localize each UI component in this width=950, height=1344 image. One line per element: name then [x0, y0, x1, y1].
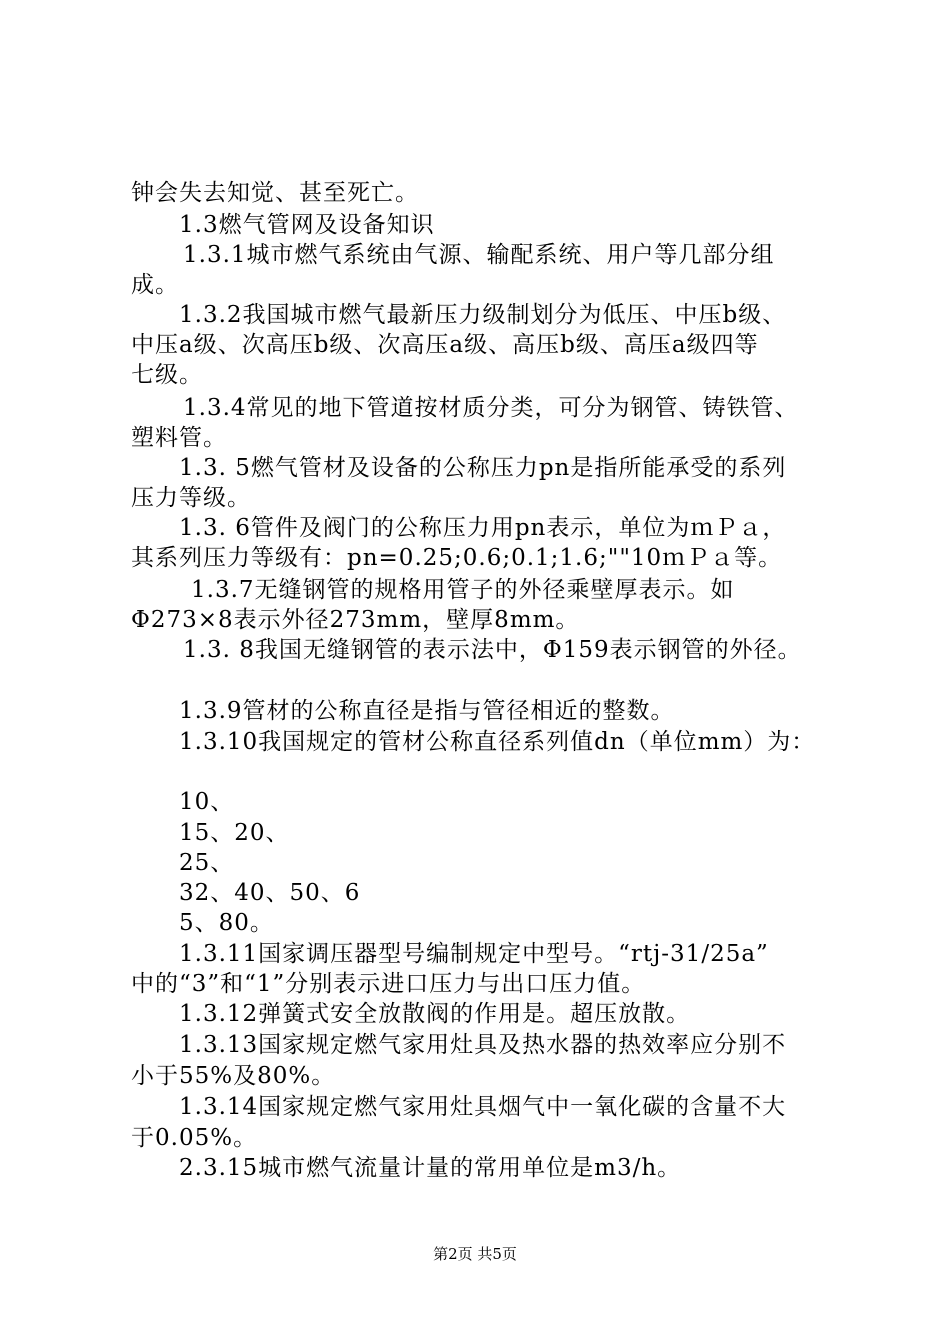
- text-line: 七级。: [131, 362, 203, 388]
- text-line: 于0.05%。: [131, 1125, 258, 1151]
- text-line: 1.3.11国家调压器型号编制规定中型号。“rtj-31/25a”: [179, 941, 769, 967]
- text-line: 1.3.13国家规定燃气家用灶具及热水器的热效率应分别不: [179, 1032, 787, 1058]
- text-line: 压力等级。: [131, 485, 251, 511]
- section-heading: 1.3燃气管网及设备知识: [179, 212, 435, 238]
- text-line: 1.3.14国家规定燃气家用灶具烟气中一氧化碳的含量不大: [179, 1094, 787, 1120]
- text-line: 1.3. 6管件及阀门的公称压力用pn表示，单位为ｍＰａ，: [179, 515, 787, 541]
- text-line: 1.3.2我国城市燃气最新压力级制划分为低压、中压b级、: [179, 302, 787, 328]
- text-line: 1.3.12弹簧式安全放散阀的作用是。超压放散。: [179, 1001, 691, 1027]
- text-line: 小于55%及80%。: [131, 1063, 336, 1089]
- text-line: 1.3. 8我国无缝钢管的表示法中，Φ159表示钢管的外径。: [183, 637, 802, 663]
- text-line: Φ273×8表示外径273mm，壁厚8mm。: [131, 607, 580, 633]
- text-line: 中压a级、次高压b级、次高压a级、高压b级、高压a级四等: [131, 332, 759, 358]
- page-number-footer: 第2页 共5页: [433, 1245, 517, 1263]
- list-item: 5、80。: [179, 910, 274, 936]
- text-line: 钟会失去知觉、甚至死亡。: [131, 180, 419, 206]
- list-item: 10、: [179, 789, 235, 815]
- text-line: 1.3.9管材的公称直径是指与管径相近的整数。: [179, 698, 675, 724]
- text-line: 塑料管。: [131, 425, 227, 451]
- list-item: 15、20、: [179, 820, 290, 846]
- text-line: 成。: [131, 272, 179, 298]
- text-line: 1.3.7无缝钢管的规格用管子的外径乘壁厚表示。如: [191, 577, 735, 603]
- text-line: 其系列压力等级有：pn=0.25;0.6;0.1;1.6;""10ｍＰａ等。: [131, 545, 783, 571]
- text-line: 2.3.15城市燃气流量计量的常用单位是m3/h。: [179, 1155, 682, 1181]
- text-line: 1.3. 5燃气管材及设备的公称压力pn是指所能承受的系列: [179, 455, 787, 481]
- list-item: 32、40、50、6: [179, 880, 361, 906]
- text-line: 1.3.4常见的地下管道按材质分类，可分为钢管、铸铁管、: [183, 395, 799, 421]
- list-item: 25、: [179, 850, 235, 876]
- text-line: 中的“3”和“1”分别表示进口压力与出口压力值。: [131, 971, 646, 997]
- text-line: 1.3.1城市燃气系统由气源、输配系统、用户等几部分组: [183, 242, 775, 268]
- text-line: 1.3.10我国规定的管材公称直径系列值dn（单位mm）为：: [179, 729, 816, 755]
